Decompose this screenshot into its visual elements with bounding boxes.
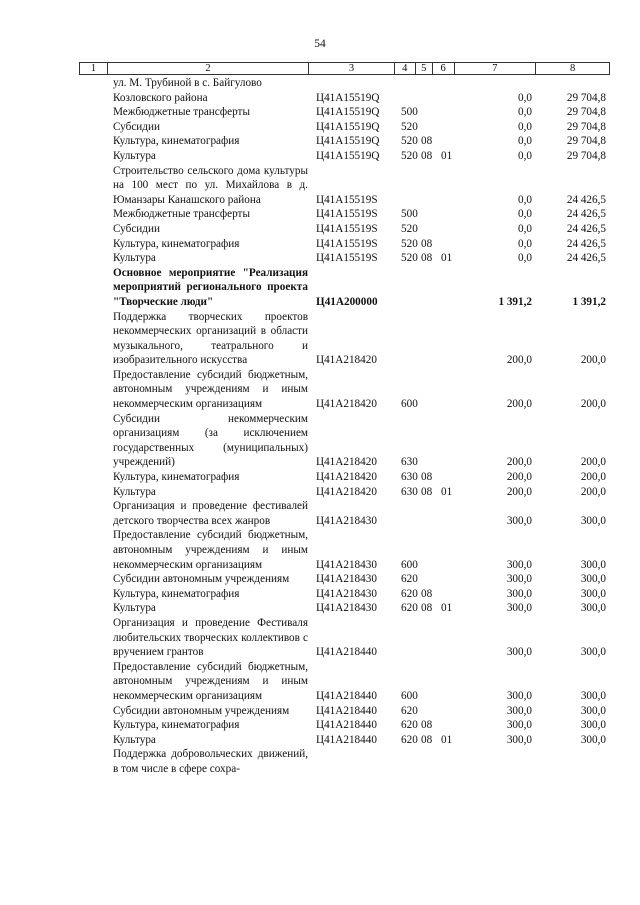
row-amount-col7: 0,0: [518, 91, 532, 104]
table-row: [0, 105, 640, 120]
row-name: Субсидии автономным учреждениям: [113, 573, 290, 586]
row-expense-type: 520: [401, 237, 418, 250]
row-code: Ц41А200000: [316, 295, 378, 308]
table-row: [0, 120, 640, 135]
row-amount-col8: 200,0: [580, 456, 606, 469]
header-col-5: 5: [416, 63, 433, 74]
row-amount-col8: 24 426,5: [566, 208, 606, 221]
row-code: Ц41А218440: [316, 704, 377, 717]
row-name: Культура: [113, 485, 156, 498]
table-row: [0, 134, 640, 149]
row-code: Ц41А218420: [316, 398, 377, 411]
row-amount-col8: 300,0: [580, 602, 606, 615]
header-col-1: 1: [80, 63, 108, 74]
row-code: Ц41А218440: [316, 733, 377, 746]
row-code: Ц41А218420: [316, 471, 377, 484]
table-header: [79, 62, 610, 75]
table-row: [0, 660, 640, 704]
row-section: 08: [421, 733, 433, 746]
row-amount-col8: 300,0: [580, 514, 606, 527]
table-row: [0, 747, 640, 776]
row-amount-col8: 24 426,5: [566, 252, 606, 265]
row-section: 08: [421, 719, 433, 732]
row-amount-col8: 29 704,8: [566, 149, 606, 162]
row-amount-col8: 300,0: [580, 573, 606, 586]
row-code: Ц41А218430: [316, 514, 377, 527]
table-row: [0, 164, 640, 208]
table-row: [0, 310, 640, 368]
row-code: Ц41А218440: [316, 689, 377, 702]
row-amount-col7: 200,0: [506, 471, 532, 484]
header-col-3: 3: [309, 63, 395, 74]
row-amount-col8: 24 426,5: [566, 237, 606, 250]
table-row: [0, 485, 640, 500]
row-code: Ц41А15519Q: [316, 135, 380, 148]
row-code: Ц41А218440: [316, 719, 377, 732]
row-expense-type: 520: [401, 135, 418, 148]
header-col-6: 6: [433, 63, 455, 74]
row-amount-col8: 300,0: [580, 558, 606, 571]
row-code: Ц41А218430: [316, 602, 377, 615]
row-amount-col7: 300,0: [506, 573, 532, 586]
row-amount-col7: 300,0: [506, 733, 532, 746]
row-amount-col8: 300,0: [580, 689, 606, 702]
row-amount-col8: 200,0: [580, 471, 606, 484]
table-row: [0, 470, 640, 485]
table-row: [0, 733, 640, 748]
row-expense-type: 500: [401, 106, 418, 119]
row-subsection: 01: [441, 733, 453, 746]
table-row: [0, 76, 640, 91]
row-code: Ц41А15519S: [316, 237, 378, 250]
row-amount-col8: 200,0: [580, 354, 606, 367]
row-section: 08: [421, 485, 433, 498]
table-row: [0, 222, 640, 237]
row-name: Культура, кинематография: [113, 719, 240, 732]
row-expense-type: 620: [401, 573, 418, 586]
table-row: [0, 412, 640, 470]
row-expense-type: 620: [401, 733, 418, 746]
row-name: Субсидии некоммерческим организациям (за исключением государственных (муниципальных) учреждений): [113, 412, 308, 469]
header-col-4: 4: [395, 63, 416, 74]
row-amount-col7: 0,0: [518, 252, 532, 265]
row-amount-col7: 300,0: [506, 514, 532, 527]
header-col-7: 7: [455, 63, 537, 74]
row-amount-col8: 24 426,5: [566, 222, 606, 235]
row-subsection: 01: [441, 149, 453, 162]
row-name: Межбюджетные трансферты: [113, 208, 250, 221]
row-amount-col7: 200,0: [506, 354, 532, 367]
row-amount-col7: 300,0: [506, 689, 532, 702]
row-name: Основное мероприятие "Реализация мероприятий регионального проекта "Творческие люди": [113, 266, 308, 308]
row-code: Ц41А15519Q: [316, 149, 380, 162]
row-expense-type: 600: [401, 689, 418, 702]
row-amount-col7: 300,0: [506, 646, 532, 659]
row-amount-col8: 300,0: [580, 587, 606, 600]
row-code: Ц41А15519S: [316, 252, 378, 265]
header-col-8: 8: [570, 63, 576, 74]
table-row: [0, 499, 640, 528]
row-amount-col7: 0,0: [518, 149, 532, 162]
table-row: [0, 91, 640, 106]
row-amount-col8: 300,0: [580, 704, 606, 717]
row-name: Культура, кинематография: [113, 587, 240, 600]
row-amount-col7: 300,0: [506, 704, 532, 717]
row-amount-col7: 300,0: [506, 719, 532, 732]
row-amount-col7: 300,0: [506, 587, 532, 600]
table-row: [0, 528, 640, 572]
row-name: Предоставление субсидий бюджетным, автономным учреждениям и иным некоммерческим организациям: [113, 368, 308, 411]
table-row: [0, 572, 640, 587]
row-amount-col8: 200,0: [580, 485, 606, 498]
row-name: Субсидии автономным учреждениям: [113, 704, 290, 717]
table-row: [0, 207, 640, 222]
row-expense-type: 620: [401, 719, 418, 732]
row-code: Ц41А15519Q: [316, 120, 380, 133]
row-name: Культура, кинематография: [113, 237, 240, 250]
row-amount-col7: 1 391,2: [498, 295, 532, 308]
row-section: 08: [421, 237, 433, 250]
row-amount-col8: 29 704,8: [566, 120, 606, 133]
row-subsection: 01: [441, 485, 453, 498]
row-section: 08: [421, 602, 433, 615]
row-amount-col8: 300,0: [580, 646, 606, 659]
row-code: Ц41А15519Q: [316, 106, 380, 119]
row-code: Ц41А218430: [316, 573, 377, 586]
row-section: 08: [421, 252, 433, 265]
row-name: Организация и проведение Фестиваля любительских творческих коллективов с вручением грантов: [113, 616, 308, 659]
row-name: Межбюджетные трансферты: [113, 106, 250, 119]
row-amount-col8: 29 704,8: [566, 91, 606, 104]
row-name: Козловского района: [113, 91, 208, 104]
row-name: Культура: [113, 252, 156, 265]
row-name: Предоставление субсидий бюджетным, автономным учреждениям и иным некоммерческим организациям: [113, 660, 308, 702]
row-expense-type: 620: [401, 587, 418, 600]
row-amount-col8: 29 704,8: [566, 106, 606, 119]
table-row: [0, 266, 640, 310]
row-name: Культура: [113, 602, 156, 615]
row-subsection: 01: [441, 252, 453, 265]
row-amount-col8: 29 704,8: [566, 135, 606, 148]
row-amount-col7: 200,0: [506, 398, 532, 411]
row-amount-col7: 300,0: [506, 602, 532, 615]
row-expense-type: 620: [401, 704, 418, 717]
row-amount-col7: 0,0: [518, 208, 532, 221]
row-name: Поддержка добровольческих движений, в том числе в сфере сохра-: [113, 748, 308, 775]
row-expense-type: 520: [401, 252, 418, 265]
table-row: [0, 368, 640, 412]
row-section: 08: [421, 587, 433, 600]
row-code: Ц41А218440: [316, 646, 377, 659]
row-name: Поддержка творческих проектов некоммерческих организаций в области музыкального, театрального и изобразительного искусства: [113, 310, 308, 367]
row-name: Субсидии: [113, 222, 160, 235]
row-expense-type: 620: [401, 602, 418, 615]
row-amount-col8: 200,0: [580, 398, 606, 411]
row-amount-col7: 0,0: [518, 106, 532, 119]
row-section: 08: [421, 149, 433, 162]
page-number: 54: [314, 38, 326, 50]
row-amount-col7: 0,0: [518, 237, 532, 250]
table-row: [0, 616, 640, 660]
row-code: Ц41А218420: [316, 456, 377, 469]
row-expense-type: 520: [401, 149, 418, 162]
row-name: Строительство сельского дома культуры на 100 мест по ул. Михайлова в д. Юманзары Канашского района: [113, 164, 308, 206]
row-amount-col7: 200,0: [506, 485, 532, 498]
row-amount-col8: 300,0: [580, 719, 606, 732]
row-expense-type: 630: [401, 485, 418, 498]
row-code: Ц41А15519S: [316, 193, 378, 206]
row-section: 08: [421, 471, 433, 484]
table-row: [0, 704, 640, 719]
row-name: ул. М. Трубиной в с. Байгулово: [113, 77, 262, 89]
row-name: Культура, кинематография: [113, 135, 240, 148]
table-row: [0, 237, 640, 252]
row-code: Ц41А15519S: [316, 208, 378, 221]
row-code: Ц41А218420: [316, 485, 377, 498]
row-amount-col8: 24 426,5: [566, 193, 606, 206]
row-subsection: 01: [441, 602, 453, 615]
table-body: [0, 76, 640, 777]
row-name: Культура: [113, 733, 156, 746]
row-code: Ц41А218430: [316, 558, 377, 571]
row-amount-col7: 200,0: [506, 456, 532, 469]
row-name: Субсидии: [113, 120, 160, 133]
table-row: [0, 251, 640, 266]
row-expense-type: 630: [401, 471, 418, 484]
row-expense-type: 630: [401, 456, 418, 469]
row-amount-col8: 1 391,2: [572, 295, 606, 308]
row-expense-type: 520: [401, 120, 418, 133]
row-amount-col7: 0,0: [518, 120, 532, 133]
header-col-2: 2: [108, 63, 309, 74]
row-expense-type: 600: [401, 558, 418, 571]
row-name: Предоставление субсидий бюджетным, автономным учреждениям и иным некоммерческим организациям: [113, 529, 308, 571]
row-code: Ц41А218430: [316, 587, 377, 600]
row-name: Культура, кинематография: [113, 471, 240, 484]
table-row: [0, 587, 640, 602]
row-section: 08: [421, 135, 433, 148]
table-row: [0, 601, 640, 616]
table-row: [0, 149, 640, 164]
row-code: Ц41А15519Q: [316, 91, 380, 104]
row-expense-type: 500: [401, 208, 418, 221]
row-expense-type: 600: [401, 398, 418, 411]
row-expense-type: 520: [401, 222, 418, 235]
row-code: Ц41А15519S: [316, 222, 378, 235]
table-row: [0, 718, 640, 733]
row-amount-col8: 300,0: [580, 733, 606, 746]
row-amount-col7: 0,0: [518, 193, 532, 206]
row-name: Культура: [113, 149, 156, 162]
row-amount-col7: 0,0: [518, 222, 532, 235]
row-amount-col7: 300,0: [506, 558, 532, 571]
row-amount-col7: 0,0: [518, 135, 532, 148]
row-code: Ц41А218420: [316, 354, 377, 367]
row-name: Организация и проведение фестивалей детского творчества всех жанров: [113, 500, 308, 527]
